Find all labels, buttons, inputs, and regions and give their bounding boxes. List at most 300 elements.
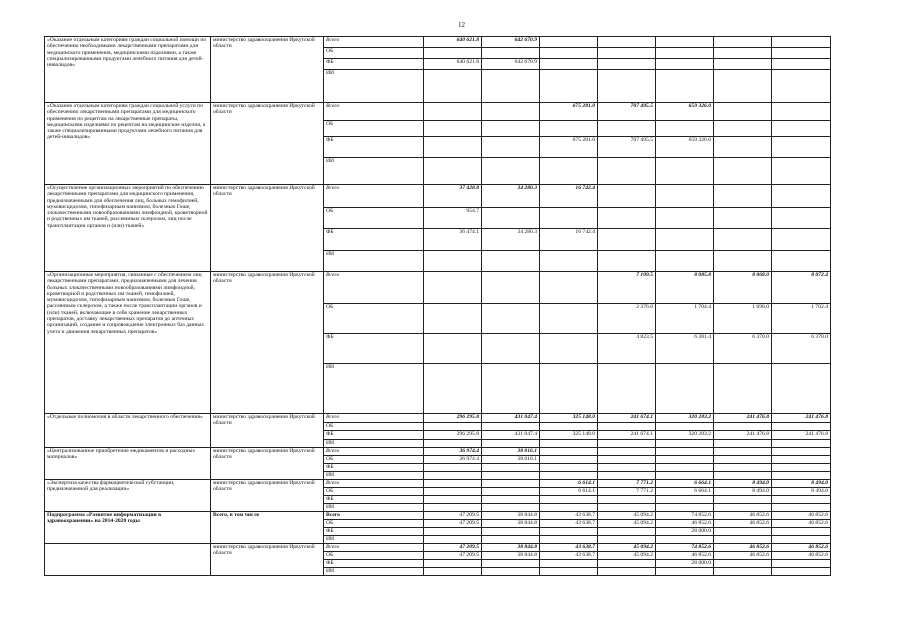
value-cell [482,528,540,536]
value-cell [772,504,831,512]
value-cell: 16 742.4 [540,185,598,208]
value-cell: 675 281.0 [540,103,598,121]
value-cell: 47 209.5 [424,520,482,528]
value-cell: 6 370.0 [772,334,831,364]
value-cell: 34 280.3 [482,229,540,251]
value-cell: 6 664.1 [656,488,714,496]
value-cell [540,121,598,137]
value-cell: 241 674.1 [598,431,656,440]
value-cell: 8 494.0 [772,480,831,488]
value-cell [598,456,656,464]
funding-source-cell: ФБ [324,334,424,364]
value-cell [772,440,831,448]
value-cell [482,568,540,576]
value-cell [540,59,598,70]
value-cell [772,423,831,431]
value-cell: 8 494.0 [714,480,772,488]
table-row [45,414,831,423]
value-cell [714,70,772,103]
value-cell [714,137,772,158]
executor-cell: министерство здравоохранения Иркутской области [211,544,324,576]
value-cell: 16 742.4 [540,229,598,251]
activity-name-cell: «Централизованное приобретение медикаментов и расходных материалов» [45,448,211,480]
funding-source-cell: ФБ [324,560,424,568]
value-cell [714,423,772,431]
value-cell [540,208,598,229]
value-cell [540,48,598,59]
value-cell: 642 670.9 [482,37,540,48]
activity-name-cell: «Оказание отдельным категориям граждан социальной помощи по обеспечению необходимыми лекарственными препаратами для медицинского применения, медицинскими изделиями, а также специализированными продуктами лечебного питания для детей-инвалидов» [45,37,211,103]
value-cell [714,440,772,448]
value-cell: 28 000.0 [656,528,714,536]
value-cell [714,229,772,251]
value-cell [598,229,656,251]
value-cell [772,103,831,121]
value-cell [540,364,598,414]
value-cell [540,251,598,272]
value-cell: 8 085.8 [656,272,714,304]
funding-source-cell: ИИ [324,568,424,576]
value-cell: 43 638.7 [540,520,598,528]
value-cell [424,364,482,414]
value-cell [424,504,482,512]
value-cell [656,37,714,48]
value-cell [540,37,598,48]
value-cell: 46 852.6 [714,544,772,552]
value-cell: 38 844.8 [482,520,540,528]
value-cell: 43 638.7 [540,512,598,520]
value-cell: 7 771.2 [598,480,656,488]
value-cell [772,536,831,544]
value-cell: 241 476.8 [714,431,772,440]
value-cell [598,536,656,544]
activity-name-cell: «Отдельные полномочия в области лекарственного обеспечения» [45,414,211,448]
executor-cell: министерство здравоохранения Иркутской области [211,480,324,512]
value-cell: 46 852.6 [656,520,714,528]
value-cell: 6 664.1 [656,480,714,488]
value-cell: 431 047.4 [482,431,540,440]
value-cell [714,536,772,544]
value-cell [482,121,540,137]
value-cell [482,472,540,480]
value-cell: 6 614.1 [540,488,598,496]
value-cell [772,568,831,576]
value-cell: 8 494.0 [772,488,831,496]
table-row [45,448,831,456]
value-cell [598,440,656,448]
value-cell [424,137,482,158]
value-cell: 7 771.2 [598,488,656,496]
value-cell [482,272,540,304]
funding-source-cell: ИИ [324,536,424,544]
value-cell: 7 109.5 [598,272,656,304]
value-cell: 46 852.6 [714,520,772,528]
value-cell [482,364,540,414]
value-cell: 320 283.2 [656,414,714,423]
value-cell [598,70,656,103]
value-cell: 47 209.5 [424,512,482,520]
value-cell [424,121,482,137]
funding-source-cell: ОБ [324,456,424,464]
funding-source-cell: ИИ [324,364,424,414]
value-cell: 640 621.8 [424,59,482,70]
value-cell [656,456,714,464]
value-cell [714,48,772,59]
value-cell: 659 326.0 [656,137,714,158]
value-cell [482,496,540,504]
value-cell [598,48,656,59]
value-cell: 4 823.5 [598,334,656,364]
value-cell [714,364,772,414]
value-cell [482,560,540,568]
table-row [45,37,831,48]
funding-source-cell: ИИ [324,251,424,272]
funding-source-cell: ИИ [324,440,424,448]
funding-source-cell: ИИ [324,158,424,185]
value-cell: 36 974.4 [424,456,482,464]
value-cell: 38 844.8 [482,512,540,520]
value-cell [656,121,714,137]
value-cell [540,70,598,103]
value-cell [540,158,598,185]
funding-source-cell: ФБ [324,496,424,504]
value-cell [424,70,482,103]
value-cell: 46 852.6 [714,512,772,520]
value-cell: 46 852.6 [714,552,772,560]
value-cell [656,464,714,472]
value-cell [482,304,540,334]
value-cell: 1 702.4 [772,304,831,334]
value-cell [540,496,598,504]
activity-name-cell: «Организационные мероприятия, связанные с обеспечением лиц лекарственными препаратами, предназначенными для лечения больных злокачественными новообразованиями лимфоидной, кроветворной и родственных им тканей, гемофилией, муковисцидозом, гипофизарным нанизмом, болезнью Гоше, рассеянным склерозом, а также после трансплантации органов и (или) тканей, включающие в себя хранение лекарственных препаратов, доставку лекарственных препаратов до аптечных организаций, создание и сопровождение электронных баз данных учета и движения лекарственных препаратов» [45,272,211,414]
value-cell [424,480,482,488]
funding-source-cell: ФБ [324,229,424,251]
value-cell [772,185,831,208]
value-cell: 241 476.8 [772,431,831,440]
value-cell [540,456,598,464]
value-cell [772,472,831,480]
value-cell [540,568,598,576]
value-cell [772,496,831,504]
value-cell [482,48,540,59]
value-cell [772,448,831,456]
value-cell [598,208,656,229]
table-body [45,37,831,576]
value-cell: 8 068.0 [714,272,772,304]
value-cell: 38 016.1 [482,456,540,464]
value-cell [482,488,540,496]
value-cell [540,536,598,544]
value-cell: 707 495.5 [598,137,656,158]
value-cell: 1 704.4 [656,304,714,334]
value-cell [598,121,656,137]
value-cell [772,121,831,137]
activity-name-cell [45,544,211,576]
value-cell [772,364,831,414]
value-cell: 241 476.8 [714,414,772,423]
value-cell: 46 852.6 [772,544,831,552]
value-cell [424,158,482,185]
value-cell [714,103,772,121]
value-cell [656,364,714,414]
value-cell [656,504,714,512]
value-cell: 296 295.8 [424,414,482,423]
value-cell [714,456,772,464]
value-cell: 38 016.1 [482,448,540,456]
funding-source-cell: ОБ [324,121,424,137]
page-number: 12 [458,21,465,29]
value-cell: 43 638.7 [540,544,598,552]
value-cell [482,464,540,472]
value-cell: 45 094.2 [598,544,656,552]
value-cell [540,448,598,456]
value-cell [598,364,656,414]
funding-source-cell: Всего [324,480,424,488]
value-cell [424,423,482,431]
value-cell [540,528,598,536]
funding-source-cell: Всего [324,185,424,208]
funding-source-cell: ОБ [324,488,424,496]
value-cell: 45 094.2 [598,512,656,520]
value-cell [714,185,772,208]
value-cell [598,464,656,472]
value-cell [598,59,656,70]
value-cell: 45 094.2 [598,552,656,560]
funding-source-cell: Всего [324,103,424,121]
value-cell: 325 148.0 [540,414,598,423]
value-cell: 642 670.9 [482,59,540,70]
value-cell [424,496,482,504]
activity-name-cell: «Оказание отдельным категориям граждан социальной услуги по обеспечению лекарственными препаратами для медицинского применения по рецептам на лекарственные препараты, медицинскими изделиями по рецептам на медицинские изделия, а также специализированными продуктами лечебного питания для детей-инвалидов» [45,103,211,185]
value-cell [598,568,656,576]
value-cell [482,70,540,103]
value-cell [772,528,831,536]
value-cell [656,448,714,456]
value-cell: 38 844.8 [482,552,540,560]
executor-cell: министерство здравоохранения Иркутской области [211,37,324,103]
value-cell [424,560,482,568]
value-cell [424,103,482,121]
value-cell [714,560,772,568]
value-cell [540,560,598,568]
value-cell [772,37,831,48]
funding-source-cell: Всего [324,544,424,552]
value-cell: 659 326.0 [656,103,714,121]
value-cell [424,528,482,536]
value-cell [598,496,656,504]
value-cell: 38 844.8 [482,544,540,552]
funding-source-cell: Всего [324,37,424,48]
value-cell [656,185,714,208]
activity-name-cell: «Осуществление организационных мероприятий по обеспечению лекарственными препаратами для медицинского применения, предназначенными для обеспечения лиц, больных гемофилией, муковисцидозом, гипофизарным нанизмом, болезнью Гоше, злокачественными новообразованиями лимфоидной, кроветворной и родственных им тканей, рассеянным склерозом, лиц после трансплантации органов и (или) тканей» [45,185,211,272]
value-cell [714,251,772,272]
funding-source-cell: ОБ [324,520,424,528]
value-cell [714,208,772,229]
value-cell: 74 852.6 [656,544,714,552]
value-cell [598,251,656,272]
funding-source-cell: ОБ [324,304,424,334]
budget-table [44,36,831,576]
value-cell [598,158,656,185]
value-cell [598,528,656,536]
executor-cell: министерство здравоохранения Иркутской области [211,103,324,185]
value-cell: 43 638.7 [540,552,598,560]
value-cell [540,423,598,431]
value-cell [656,48,714,59]
value-cell: 241 674.1 [598,414,656,423]
table-row [45,272,831,304]
activity-name-cell: «Экспертиза качества фармацевтической субстанции, предназначенной для реализации» [45,480,211,512]
value-cell [482,480,540,488]
value-cell: 707 495.5 [598,103,656,121]
value-cell [656,496,714,504]
value-cell [772,456,831,464]
value-cell [424,464,482,472]
value-cell [656,229,714,251]
value-cell [772,48,831,59]
value-cell [772,137,831,158]
value-cell [656,440,714,448]
value-cell: 2 376.0 [598,304,656,334]
value-cell [482,208,540,229]
value-cell: 34 280.3 [482,185,540,208]
value-cell [714,158,772,185]
value-cell [424,304,482,334]
value-cell: 640 621.8 [424,37,482,48]
value-cell [714,448,772,456]
value-cell [714,121,772,137]
value-cell [482,334,540,364]
funding-source-cell: Всего [324,448,424,456]
value-cell [598,504,656,512]
table-row [45,185,831,208]
funding-source-cell: ИИ [324,504,424,512]
funding-source-cell: ОБ [324,208,424,229]
value-cell: 28 000.0 [656,560,714,568]
value-cell [482,536,540,544]
executor-cell: министерство здравоохранения Иркутской области [211,185,324,272]
value-cell [540,472,598,480]
value-cell [598,560,656,568]
value-cell: 8 072.4 [772,272,831,304]
value-cell [424,472,482,480]
value-cell: 46 852.6 [656,552,714,560]
value-cell [482,440,540,448]
value-cell: 37 428.8 [424,185,482,208]
executor-cell: министерство здравоохранения Иркутской области [211,414,324,448]
funding-source-cell: ФБ [324,528,424,536]
value-cell [656,536,714,544]
value-cell [772,70,831,103]
value-cell: 241 476.8 [772,414,831,423]
value-cell: 954.7 [424,208,482,229]
executor-cell: министерство здравоохранения Иркутской области [211,272,324,414]
funding-source-cell: Всего [324,414,424,423]
value-cell: 36 474.1 [424,229,482,251]
value-cell [772,464,831,472]
value-cell [540,272,598,304]
funding-source-cell: ФБ [324,59,424,70]
value-cell: 46 852.6 [772,512,831,520]
value-cell [714,472,772,480]
table-row [45,103,831,121]
value-cell [714,59,772,70]
value-cell [772,59,831,70]
value-cell: 325 148.0 [540,431,598,440]
funding-source-cell: ОБ [324,552,424,560]
value-cell [540,304,598,334]
value-cell [482,251,540,272]
value-cell [424,440,482,448]
value-cell [540,504,598,512]
value-cell: 8 494.0 [714,488,772,496]
value-cell [424,334,482,364]
value-cell: 6 381.4 [656,334,714,364]
value-cell: 296 295.8 [424,431,482,440]
funding-source-cell: ИИ [324,70,424,103]
value-cell [656,59,714,70]
value-cell: 47 209.5 [424,544,482,552]
value-cell [656,568,714,576]
value-cell: 675 281.0 [540,137,598,158]
value-cell: 320 283.2 [656,431,714,440]
value-cell [482,423,540,431]
value-cell [772,229,831,251]
value-cell [598,185,656,208]
value-cell [424,48,482,59]
value-cell [656,423,714,431]
value-cell [656,208,714,229]
funding-source-cell: ФБ [324,464,424,472]
value-cell [772,208,831,229]
value-cell [714,37,772,48]
value-cell [714,528,772,536]
value-cell [714,464,772,472]
value-cell: 46 852.6 [772,552,831,560]
funding-source-cell: Всего [324,512,424,520]
value-cell [656,70,714,103]
value-cell [714,568,772,576]
value-cell [598,37,656,48]
table-row [45,512,831,520]
value-cell: 45 094.2 [598,520,656,528]
executor-cell: Всего, в том числе [211,512,324,544]
value-cell [424,251,482,272]
value-cell [540,440,598,448]
value-cell [772,251,831,272]
value-cell [424,568,482,576]
table-row [45,480,831,488]
value-cell [598,423,656,431]
value-cell [540,464,598,472]
funding-source-cell: ОБ [324,423,424,431]
funding-source-cell: ФБ [324,137,424,158]
funding-source-cell: ФБ [324,431,424,440]
value-cell: 6 614.1 [540,480,598,488]
value-cell [598,448,656,456]
value-cell [598,472,656,480]
value-cell [482,504,540,512]
value-cell: 46 852.6 [772,520,831,528]
value-cell [772,158,831,185]
funding-source-cell: Всего [324,272,424,304]
value-cell [482,103,540,121]
value-cell: 431 047.4 [482,414,540,423]
table-row [45,544,831,552]
value-cell [714,504,772,512]
value-cell [482,137,540,158]
value-cell: 6 370.0 [714,334,772,364]
